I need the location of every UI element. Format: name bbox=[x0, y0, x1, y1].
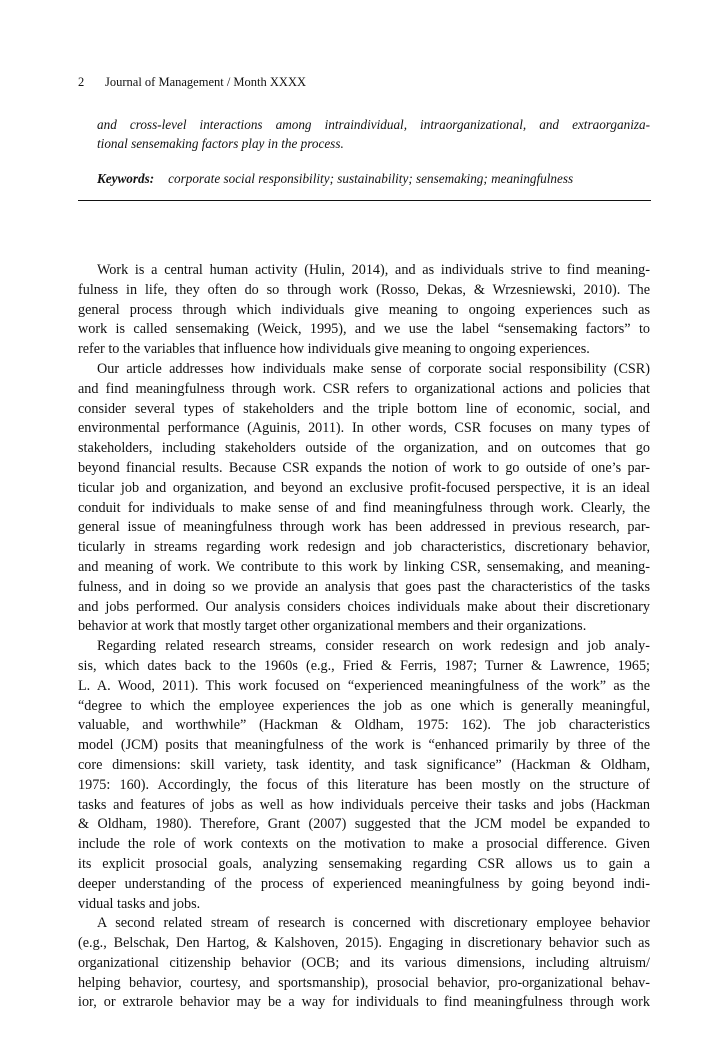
body-line: and find meaningfulness through work. CSR refers to organizational actions and policies that bbox=[78, 380, 650, 397]
body-line: tasks and features of jobs as well as how individuals perceive their tasks and jobs (Hackman bbox=[78, 796, 650, 813]
abstract-line: tional sensemaking factors play in the process. bbox=[97, 136, 344, 151]
body-line: (e.g., Belschak, Den Hartog, & Kalshoven, 2015). Engaging in discretionary behavior such as bbox=[78, 935, 650, 952]
body-line: L. A. Wood, 2011). This work focused on “experienced meaningfulness of the work” as the bbox=[78, 677, 650, 694]
body-line: environmental performance (Aguinis, 2011). In other words, CSR focuses on many types of bbox=[78, 420, 650, 437]
body-line: general issue of meaningfulness through work has been addressed in previous research, par- bbox=[78, 519, 650, 536]
abstract-end bbox=[97, 115, 650, 153]
body-line: include the role of work contexts on the motivation to make a prosocial difference. Given bbox=[78, 836, 650, 853]
body-line: sis, which dates back to the 1960s (e.g., Fried & Ferris, 1987; Turner & Lawrence, 1965; bbox=[78, 657, 650, 674]
section-divider bbox=[78, 200, 651, 201]
paragraph bbox=[78, 261, 650, 360]
body-line: “degree to which the employee experiences the job as one which is generally meaningful, bbox=[78, 697, 650, 714]
body-line: deeper understanding of the process of experienced meaningfulness by going beyond indi- bbox=[78, 875, 650, 892]
body-line: and meaning of work. We contribute to this work by linking CSR, sensemaking, and meaning- bbox=[78, 558, 650, 575]
body-line: fulness, and in doing so we provide an analysis that goes past the characteristics of the tasks bbox=[78, 578, 650, 595]
body-line: general process through which individuals give meaning to ongoing experiences such as bbox=[78, 301, 650, 318]
body-line: Our article addresses how individuals make sense of corporate social responsibility (CSR) bbox=[97, 360, 650, 377]
running-title: Journal of Management / Month XXXX bbox=[105, 75, 307, 89]
body-line: stakeholders, including stakeholders outside of the organization, and on outcomes that go bbox=[78, 440, 650, 457]
body-line: helping behavior, courtesy, and sportsmanship), prosocial behavior, pro-organizational behav- bbox=[78, 974, 650, 991]
abstract-line: and cross-level interactions among intraindividual, intraorganizational, and extraorganiza- bbox=[97, 117, 650, 132]
body-text bbox=[78, 261, 650, 1013]
body-line: ticularly in streams regarding work redesign and job characteristics, discretionary behavior, bbox=[78, 539, 650, 556]
body-line: beyond financial results. Because CSR expands the notion of work to go outside of one’s par- bbox=[78, 459, 650, 476]
body-line: model (JCM) posits that meaningfulness of the work is “enhanced primarily by three of the bbox=[78, 737, 650, 754]
body-line: Work is a central human activity (Hulin, 2014), and as individuals strive to find meaning- bbox=[97, 262, 650, 278]
paragraph bbox=[78, 360, 650, 637]
body-line: conduit for individuals to make sense of and find meaningfulness through work. Clearly, the bbox=[78, 499, 650, 516]
body-line: work is called sensemaking (Weick, 1995), and we use the label “sensemaking factors” to bbox=[78, 321, 650, 338]
body-line: 1975: 160). Accordingly, the focus of this literature has been mostly on the structure of bbox=[78, 776, 650, 793]
paragraph bbox=[78, 637, 650, 914]
body-line: consider several types of stakeholders and the triple bottom line of economic, social, and bbox=[78, 400, 650, 417]
body-line: vidual tasks and jobs. bbox=[78, 895, 201, 912]
body-line: Regarding related research streams, consider research on work redesign and job analy- bbox=[97, 638, 650, 655]
body-line: refer to the variables that influence how individuals give meaning to ongoing experiences. bbox=[78, 341, 590, 358]
body-line: ior, or extrarole behavior may be a way for individuals to find meaningfulness through work bbox=[78, 994, 650, 1011]
body-line: and jobs performed. Our analysis considers choices individuals make about their discretionary bbox=[78, 598, 650, 615]
keywords bbox=[97, 171, 573, 187]
body-line: A second related stream of research is concerned with discretionary employee behavior bbox=[97, 915, 650, 932]
body-line: behavior at work that mostly target other organizational members and their organizations. bbox=[78, 618, 587, 635]
body-line: organizational citizenship behavior (OCB; and its various dimensions, including altruism/ bbox=[78, 954, 650, 971]
body-line: ticular job and organization, and beyond an exclusive profit-focused perspective, it is an ideal bbox=[78, 479, 650, 496]
running-header bbox=[78, 75, 306, 90]
body-line: valuable, and worthwhile” (Hackman & Oldham, 1975: 162). The job characteristics bbox=[78, 717, 650, 734]
paragraph bbox=[78, 914, 650, 1013]
body-line: its explicit prosocial goals, analyzing sensemaking regarding CSR allows us to gain a bbox=[78, 855, 650, 872]
body-line: core dimensions: skill variety, task identity, and task significance” (Hackman & Oldham, bbox=[78, 756, 650, 773]
body-line: fulness in life, they often do so through work (Rosso, Dekas, & Wrzesniewski, 2010). The bbox=[78, 281, 650, 298]
keywords-text: corporate social responsibility; sustainability; sensemaking; meaningfulness bbox=[168, 171, 574, 186]
keywords-label: Keywords: bbox=[97, 171, 155, 186]
page-number: 2 bbox=[78, 75, 85, 89]
body-line: & Oldham, 1980). Therefore, Grant (2007) suggested that the JCM model be expanded to bbox=[78, 816, 650, 833]
